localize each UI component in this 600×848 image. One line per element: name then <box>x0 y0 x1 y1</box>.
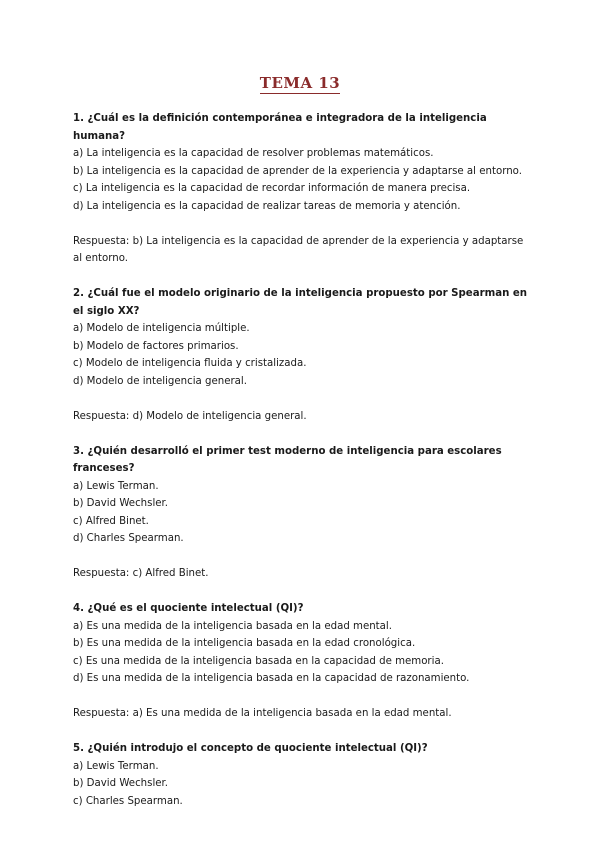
option-d: d) Charles Spearman. <box>73 533 184 544</box>
questions-list <box>73 110 528 828</box>
option-c: c) Charles Spearman. <box>73 795 183 807</box>
question-text: 3. ¿Quién desarrolló el primer test moderno de inteligencia para escolares franceses? <box>73 445 502 474</box>
option-d: d) Modelo de inteligencia general. <box>73 375 247 387</box>
page-title-text: TEMA 13 <box>259 74 341 92</box>
option-b: b) David Wechsler. <box>73 778 169 789</box>
option-c: c) Alfred Binet. <box>73 515 149 527</box>
option-c: c) La inteligencia es la capacidad de recordar información de manera precisa. <box>73 183 471 194</box>
question-text: 1. ¿Cuál es la definición contemporánea e integradora de la inteligencia humana? <box>73 113 487 142</box>
option-d: d) Es una medida de la inteligencia basada en la capacidad de razonamiento. <box>73 673 470 684</box>
answer-text: Respuesta: a) Es una medida de la inteligencia basada en la edad mental. <box>73 708 452 719</box>
option-b: b) David Wechsler. <box>73 498 169 509</box>
question-block <box>73 740 528 810</box>
page-title <box>0 74 600 92</box>
option-a: a) Es una medida de la inteligencia basada en la edad mental. <box>73 620 392 632</box>
question-block <box>73 600 528 723</box>
answer-text: Respuesta: c) Alfred Binet. <box>73 568 209 579</box>
question-block <box>73 443 528 583</box>
question-block <box>73 110 528 268</box>
option-b: b) Es una medida de la inteligencia basada en la edad cronológica. <box>73 638 416 649</box>
option-b: b) La inteligencia es la capacidad de aprender de la experiencia y adaptarse al entorno. <box>73 165 522 177</box>
option-a: a) La inteligencia es la capacidad de resolver problemas matemáticos. <box>73 148 434 159</box>
option-a: a) Modelo de inteligencia múltiple. <box>73 323 250 334</box>
answer-text: Respuesta: d) Modelo de inteligencia general. <box>73 410 307 422</box>
option-c: c) Modelo de inteligencia fluida y cristalizada. <box>73 358 307 369</box>
option-a: a) Lewis Terman. <box>73 480 159 492</box>
option-d: d) La inteligencia es la capacidad de realizar tareas de memoria y atención. <box>73 200 461 212</box>
option-b: b) Modelo de factores primarios. <box>73 340 239 352</box>
option-c: c) Es una medida de la inteligencia basada en la capacidad de memoria. <box>73 655 444 667</box>
question-text: 5. ¿Quién introdujo el concepto de quociente intelectual (QI)? <box>73 743 428 754</box>
question-text: 4. ¿Qué es el quociente intelectual (QI)? <box>73 603 304 614</box>
option-a: a) Lewis Terman. <box>73 760 159 772</box>
question-text: 2. ¿Cuál fue el modelo originario de la inteligencia propuesto por Spearman en el siglo XX? <box>73 288 528 317</box>
answer-text: Respuesta: b) La inteligencia es la capacidad de aprender de la experiencia y adaptarse al entorno. <box>73 235 524 264</box>
question-block <box>73 285 528 425</box>
